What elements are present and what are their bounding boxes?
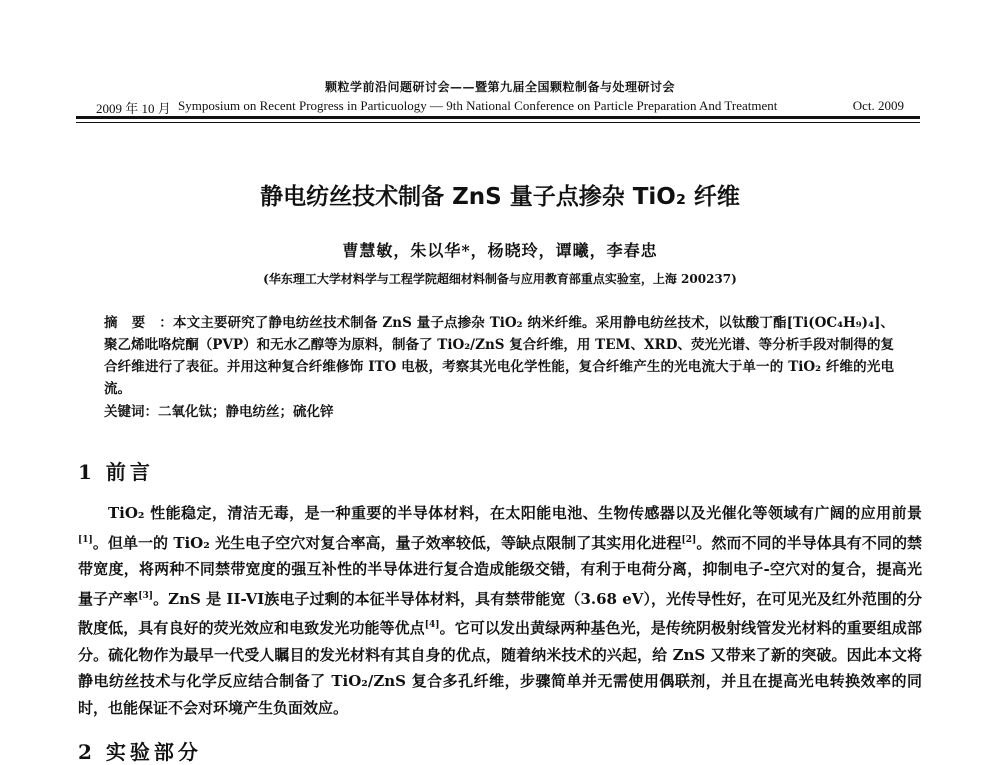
paragraph-text: TiO₂ 性能稳定，清洁无毒，是一种重要的半导体材料，在太阳能电池、生物传感器以及光催化等领域有广阔的应用前景 — [108, 504, 922, 522]
abstract-label: 摘要 — [104, 315, 160, 331]
section-number: 1 — [78, 460, 92, 484]
paper-title: 静电纺丝技术制备 ZnS 量子点掺杂 TiO₂ 纤维 — [260, 184, 740, 210]
running-header-cn: 颗粒学前沿问题研讨会——暨第九届全国颗粒制备与处理研讨会 — [324, 80, 675, 94]
header-date-en: Oct. 2009 — [852, 98, 904, 113]
intro-paragraph — [78, 500, 922, 721]
paper-authors: 曹慧敏，朱以华*，杨晓玲，谭曦，李春忠 — [342, 241, 658, 260]
keywords — [104, 401, 894, 423]
section-number: 2 — [78, 740, 92, 764]
section-heading-intro — [78, 456, 154, 485]
keywords-text: 二氧化钛；静电纺丝；硫化锌 — [158, 404, 334, 420]
paragraph-text: 。ZnS 是 II-VI族电子过剩的本征半导体材料，具有禁带能宽（3.68 eV），光传导性好，在可见光及红外范围的分散度低，具有良好的荧光效应和电致发光功能等优点 — [78, 589, 922, 637]
paragraph-text: 。它可以发出黄绿两种基色光，是传统阴极射线管发光材料的重要组成部分。硫化物作为最早一代受人瞩目的发光材料有其自身的优点，随着纳米技术的兴起，给 ZnS 又带来了新的突破。因此本文将静电纺丝技术与化学反应结合制备了 TiO₂/ZnS 复合多孔纤维，步骤简单并无需使用偶联剂，并且在提高光电转换效率的同时，也能保证不会对环境产生负面效应。 — [78, 619, 922, 717]
citation[interactable]: [2] — [681, 534, 697, 545]
header-conference-en: Symposium on Recent Progress in Particuology — 9th National Conference on Particle Preparation And Treatment — [178, 98, 778, 113]
keywords-label: 关键词： — [104, 404, 158, 420]
section-title: 前言 — [105, 460, 154, 484]
header-rule-thick — [76, 116, 920, 119]
paragraph-text: 。但单一的 TiO₂ 光生电子空穴对复合率高，量子效率较低，等缺点限制了其实用化进程 — [92, 533, 682, 552]
abstract: 摘要：本文主要研究了静电纺丝技术制备 ZnS 量子点掺杂 TiO₂ 纳米纤维。采用静电纺丝技术，以钛酸丁酯[Ti(OC₄H₉)₄]、聚乙烯吡咯烷酮（PVP）和无水乙醇等为原料，制备了 TiO₂/ZnS 复合纤维，用 TEM、XRD、荧光光谱、等分析手段对制得的复合纤维进行了表征。并用这种复合纤维修饰 ITO 电极，考察其光电化学性能，复合纤维产生的光电流大于单一的 TiO₂ 纤维的光电流。 — [104, 315, 895, 397]
section-heading-experimental — [78, 736, 202, 765]
citation[interactable]: [3] — [138, 590, 154, 601]
paragraph-text: 。然而不同的半导体具有不同的禁带宽度，将两种不同禁带宽度的强互补性的半导体进行复合造成能级交错，有利于电荷分离，抑制电子-空穴对的复合，提高光量子产率 — [78, 533, 922, 608]
header-rule-thin — [76, 122, 920, 123]
paper-affiliation: (华东理工大学材料学与工程学院超细材料制备与应用教育部重点实验室，上海 200237) — [263, 272, 737, 286]
citation[interactable]: [1] — [78, 534, 93, 545]
citation[interactable]: [4] — [424, 620, 440, 630]
section-title: 实验部分 — [105, 740, 202, 764]
header-date-cn: 2009 年 10 月 — [96, 101, 171, 116]
abstract-text: 本文主要研究了静电纺丝技术制备 ZnS 量子点掺杂 TiO₂ 纳米纤维。采用静电纺丝技术，以钛酸丁酯[Ti(OC₄H₉)₄]、聚乙烯吡咯烷酮（PVP）和无水乙醇等为原料，制备了 TiO₂/ZnS 复合纤维，用 TEM、XRD、荧光光谱、等分析手段对制得的复合纤维进行了表征。并用这种复合纤维修饰 ITO 电极，考察其光电化学性能，复合纤维产生的光电流大于单一的 TiO₂ 纤维的光电流。 — [104, 315, 895, 397]
